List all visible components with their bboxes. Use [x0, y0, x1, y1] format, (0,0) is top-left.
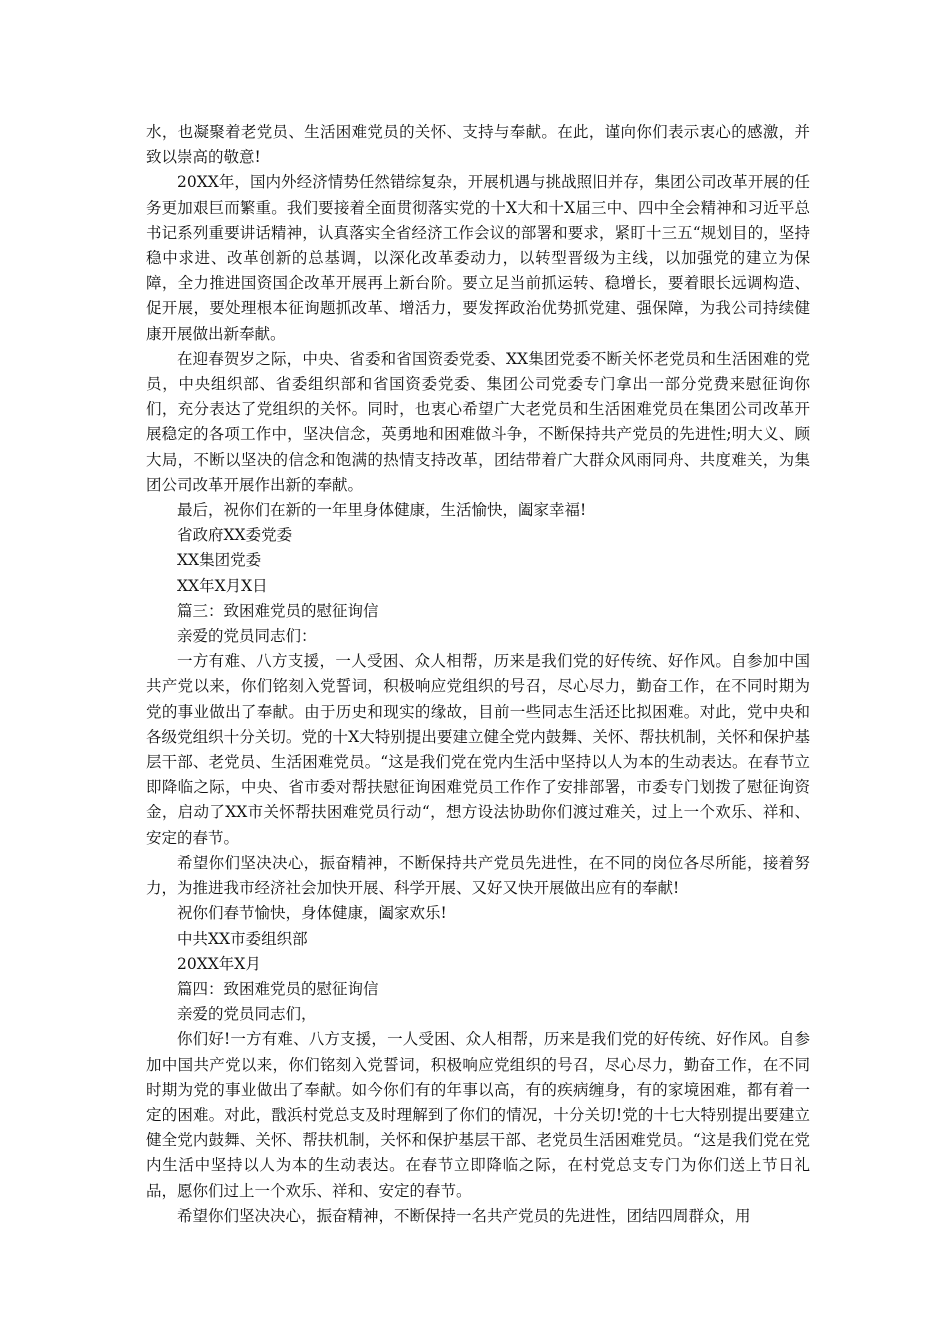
section-title: 篇三：致困难党员的慰征询信	[177, 601, 379, 620]
paragraph: 在迎春贺岁之际，中央、省委和省国资委党委、XX集团党委不断关怀老党员和生活困难的党员，中央组织部、省委组织部和省国资委党委、集团公司党委专门拿出一部分党费来慰征询你们，充分表达了党组织的关怀。同时，也衷心希望广大老党员和生活困难党员在集团公司改革开展稳定的各项工作中，坚决信念，英勇地和困难做斗争，不断保持共产党员的先进性;明大义、顾大局，不断以坚决的信念和饱满的热情支持改革，团结带着广大群众风雨同舟、共度难关，为集团公司改革开展作出新的奉献。	[146, 349, 810, 494]
closing-wish: 祝你们春节愉快，身体健康，阖家欢乐!	[177, 904, 447, 923]
salutation: 亲爱的党员同志们：	[177, 627, 317, 646]
paragraph: 你们好!一方有难、八方支援，一人受困、众人相帮，历来是我们党的好传统、好作风。自参加中国共产党以来，你们铭刻入党誓词，积极响应党组织的号召，尽心尽力，勤奋工作，在不同时期为党的事业做出了奉献。如今你们有的年事以高，有的疾病缠身，有的家境困难，都有着一定的困难。对此，戬浜村党总支及时理解到了你们的情况，十分关切!党的十七大特别提出要建立健全党内鼓舞、关怀、帮扶机制，关怀和保护基层干部、老党员生活困难党员。“这是我们党在党内生活中坚持以人为本的生动表达。在春节立即降临之际，在村党总支专门为你们送上节日礼品，愿你们过上一个欢乐、祥和、安定的春节。	[146, 1030, 810, 1200]
section-title: 篇四：致困难党员的慰征询信	[177, 979, 379, 998]
salutation: 亲爱的党员同志们，	[177, 1005, 317, 1024]
paragraph: 20XX年，国内外经济情势任然错综复杂，开展机遇与挑战照旧并存，集团公司改革开展的任务更加艰巨而繁重。我们要接着全面贯彻落实党的十X大和十X届三中、四中全会精神和习近平总书记系列重要讲话精神，认真落实全省经济工作会议的部署和要求，紧盯十三五“规划目的，坚持稳中求进、改革创新的总基调，以深化改革委动力，以转型晋级为主线，以加强党的建立为保障，全力推进国资国企改革开展再上新台阶。要立足当前抓运转、稳增长，要着眼长远调构造、促开展，要处理根本征询题抓改革、增活力，要发挥政治优势抓党建、强保障，为我公司持续健康开展做出新奉献。	[146, 173, 810, 343]
paragraph: 希望你们坚决决心，振奋精神，不断保持共产党员先进性，在不同的岗位各尽所能，接着努力，为推进我市经济社会加快开展、科学开展、又好又快开展做出应有的奉献!	[146, 853, 810, 898]
date-line: 20XX年X月	[177, 954, 261, 973]
signature-line: 省政府XX委党委	[177, 526, 293, 545]
paragraph: 希望你们坚决决心，振奋精神，不断保持一名共产党员的先进性，团结四周群众，用	[177, 1206, 751, 1225]
paragraph: 一方有难、八方支援，一人受困、众人相帮，历来是我们党的好传统、好作风。自参加中国共产党以来，你们铭刻入党誓词，积极响应党组织的号召，尽心尽力，勤奋工作，在不同时期为党的事业做出了奉献。由于历史和现实的缘故，目前一些同志生活还比拟困难。对此，党中央和各级党组织十分关切。党的十X大特别提出要建立健全党内鼓舞、关怀、帮扶机制，关怀和保护基层干部、老党员、生活困难党员。“这是我们党在党内生活中坚持以人为本的生动表达。在春节立即降临之际，中央、省市委对帮扶慰征询困难党员工作作了安排部署，市委专门划拨了慰征询资金，启动了XX市关怀帮扶困难党员行动“，想方设法协助你们渡过难关，过上一个欢乐、祥和、安定的春节。	[146, 652, 810, 847]
signature-line: 中共XX市委组织部	[177, 929, 308, 948]
closing-wish: 最后，祝你们在新的一年里身体健康，生活愉快，阖家幸福!	[177, 501, 587, 520]
date-line: XX年X月X日	[177, 576, 268, 595]
signature-line: XX集团党委	[177, 551, 262, 570]
paragraph: 水，也凝聚着老党员、生活困难党员的关怀、支持与奉献。在此，谨向你们表示衷心的感激，并致以崇高的敬意!	[146, 123, 810, 167]
